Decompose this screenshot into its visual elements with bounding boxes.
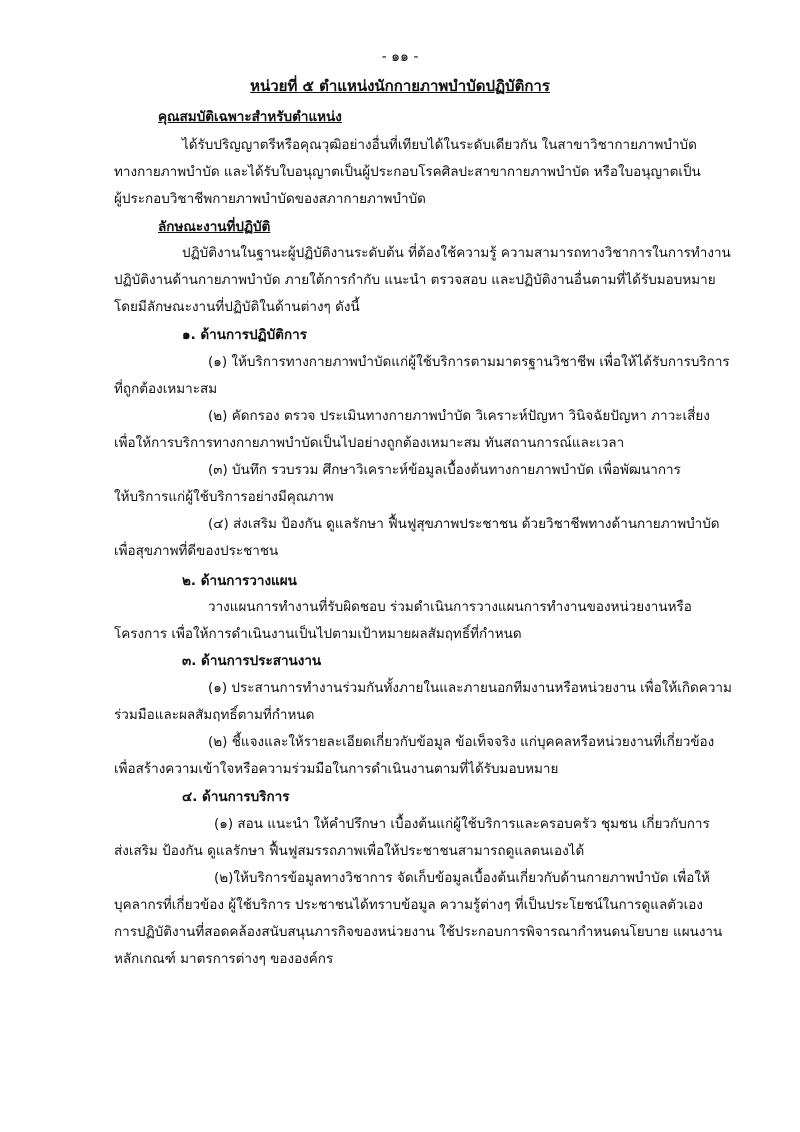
section-operations-line: เพื่อให้การบริการทางกายภาพบำบัดเป็นไปอย่างถูกต้องเหมาะสม ทันสถานการณ์และเวลา bbox=[114, 435, 625, 451]
section-coordination-heading: ๓. ด้านการประสานงาน bbox=[182, 653, 322, 669]
section-coordination-line: (๑) ประสานการทำงานร่วมกันทั้งภายในและภายนอกทีมงานหรือหน่วยงาน เพื่อให้เกิดความ bbox=[208, 680, 732, 696]
section-service-line: (๒)ให้บริการข้อมูลทางวิชาการ จัดเก็บข้อมูลเบื้องต้นเกี่ยวกับด้านกายภาพบำบัด เพื่อให้ bbox=[214, 870, 710, 886]
section-operations-line: (๔) ส่งเสริม ป้องกัน ดูแลรักษา ฟื้นฟูสุขภาพประชาชน ด้วยวิชาชีพทางด้านกายภาพบำบัด bbox=[208, 516, 720, 532]
section-operations-line: ให้บริการแก่ผู้ใช้บริการอย่างมีคุณภาพ bbox=[114, 489, 334, 505]
section-coordination-line: (๒) ชี้แจงและให้รายละเอียดเกี่ยวกับข้อมูล ข้อเท็จจริง แก่บุคคลหรือหน่วยงานที่เกี่ยวข้อง bbox=[208, 734, 715, 750]
section-planning-line: วางแผนการทำงานที่รับผิดชอบ ร่วมดำเนินการวางแผนการทำงานของหน่วยงานหรือ bbox=[208, 599, 692, 615]
qualification-line: ผู้ประกอบวิชาชีพกายภาพบำบัดของสภากายภาพบำบัด bbox=[114, 191, 426, 207]
document-title: หน่วยที่ ๕ ตำแหน่งนักกายภาพบำบัดปฏิบัติการ bbox=[250, 77, 550, 95]
section-service-line: (๑) สอน แนะนำ ให้คำปรึกษา เบื้องต้นแก่ผู้ใช้บริการและครอบครัว ชุมชน เกี่ยวกับการ bbox=[214, 816, 710, 832]
work-nature-heading: ลักษณะงานที่ปฏิบัติ bbox=[158, 219, 271, 235]
section-planning-line: โครงการ เพื่อให้การดำเนินงานเป็นไปตามเป้าหมายผลสัมฤทธิ์ที่กำหนด bbox=[114, 626, 522, 642]
section-operations-line: (๑) ให้บริการทางกายภาพบำบัดแก่ผู้ใช้บริการตามมาตรฐานวิชาชีพ เพื่อให้ได้รับการบริการ bbox=[208, 354, 730, 370]
section-operations-line: (๓) บันทึก รวบรวม ศึกษาวิเคราะห์ข้อมูลเบื้องต้นทางกายภาพบำบัด เพื่อพัฒนาการ bbox=[208, 462, 681, 478]
work-nature-line: ปฏิบัติงานด้านกายภาพบำบัด ภายใต้การกำกับ แนะนำ ตรวจสอบ และปฏิบัติงานอื่นตามที่ได้รับมอบหมาย bbox=[114, 272, 716, 288]
section-service-line: ส่งเสริม ป้องกัน ดูแลรักษา ฟื้นฟูสมรรถภาพเพื่อให้ประชาชนสามารถดูแลตนเองได้ bbox=[114, 843, 585, 859]
qualification-heading: คุณสมบัติเฉพาะสำหรับตำแหน่ง bbox=[158, 109, 342, 125]
section-coordination-line: ร่วมมือและผลสัมฤทธิ์ตามที่กำหนด bbox=[114, 707, 315, 723]
section-operations-line: (๒) คัดกรอง ตรวจ ประเมินทางกายภาพบำบัด วิเคราะห์ปัญหา วินิจฉัยปัญหา ภาวะเสี่ยง bbox=[208, 408, 710, 424]
section-operations-heading: ๑. ด้านการปฏิบัติการ bbox=[182, 327, 307, 343]
work-nature-line: ปฏิบัติงานในฐานะผู้ปฏิบัติงานระดับต้น ที่ต้องใช้ความรู้ ความสามารถทางวิชาการในการทำงาน bbox=[182, 245, 731, 261]
section-planning-heading: ๒. ด้านการวางแผน bbox=[182, 573, 297, 589]
section-service-line: หลักเกณฑ์ มาตรการต่างๆ ขององค์กร bbox=[114, 951, 334, 967]
qualification-line: ทางกายภาพบำบัด และได้รับใบอนุญาตเป็นผู้ประกอบโรคศิลปะสาขากายภาพบำบัด หรือใบอนุญาตเป็น bbox=[114, 164, 701, 180]
section-operations-line: ที่ถูกต้องเหมาะสม bbox=[114, 381, 218, 397]
section-service-line: บุคลากรที่เกี่ยวข้อง ผู้ใช้บริการ ประชาชนได้ทราบข้อมูล ความรู้ต่างๆ ที่เป็นประโยชน์ในการดูแลตัวเอง bbox=[114, 897, 703, 913]
page-number: - ๑๑ - bbox=[381, 49, 419, 65]
work-nature-line: โดยมีลักษณะงานที่ปฏิบัติในด้านต่างๆ ดังนี้ bbox=[114, 299, 360, 315]
section-coordination-line: เพื่อสร้างความเข้าใจหรือความร่วมมือในการดำเนินงานตามที่ได้รับมอบหมาย bbox=[114, 761, 559, 777]
section-service-line: การปฏิบัติงานที่สอดคล้องสนับสนุนภารกิจของหน่วยงาน ใช้ประกอบการพิจารณากำหนดนโยบาย แผนงาน bbox=[114, 924, 723, 940]
section-operations-line: เพื่อสุขภาพที่ดีของประชาชน bbox=[114, 543, 279, 559]
qualification-line: ได้รับปริญญาตรีหรือคุณวุฒิอย่างอื่นที่เทียบได้ในระดับเดียวกัน ในสาขาวิชากายภาพบำบัด bbox=[182, 137, 697, 153]
section-service-heading: ๔. ด้านการบริการ bbox=[182, 789, 290, 805]
